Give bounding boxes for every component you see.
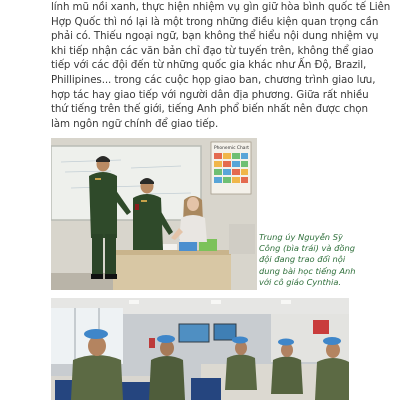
caption-line: đội đang trao đổi nội	[259, 254, 346, 265]
photo-classroom	[51, 298, 349, 400]
photo-english-lesson-illustration	[51, 138, 257, 290]
article-line: Hợp Quốc thì nó lại là một trong những điều kiện quan trọng cần	[51, 15, 379, 28]
photo-english-lesson	[51, 138, 257, 290]
article-line: làm ngôn ngữ chính để giao tiếp.	[51, 117, 219, 130]
photo-caption	[259, 232, 356, 288]
article-line: Phillipines... trong các cuộc họp giao ban, chương trình giao lưu,	[51, 73, 376, 86]
article-line: thứ tiếng trên thế giới, tiếng Anh phổ biến nhất nên được chọn	[51, 103, 368, 116]
article-line: lính mũ nồi xanh, thực hiện nhiệm vụ gìn giữ hòa bình quốc tế Liên	[51, 1, 391, 13]
article-line: khi tiếp nhận các văn bản chỉ đạo từ tuyến trên, không thể giao	[51, 44, 374, 57]
article-line: hợp tác hay giao tiếp với người dân địa phương. Giữa rất nhiều	[51, 88, 369, 101]
photo-classroom-illustration	[51, 298, 349, 400]
article-body	[51, 0, 391, 131]
article-line: tiếp với các đội đến từ những quốc gia khác như Ấn Độ, Brazil,	[51, 59, 367, 72]
article-line: phải có. Thiếu ngoại ngữ, bạn không thể hiểu nội dung nhiệm vụ	[51, 30, 379, 43]
caption-line: với cô giáo Cynthia.	[259, 276, 342, 287]
caption-line: dung bài học tiếng Anh	[259, 265, 356, 276]
caption-line: Trung úy Nguyễn Sỹ	[259, 232, 343, 242]
poster-title: Phonemic Chart	[214, 146, 249, 151]
caption-line: Công (bìa trái) và đồng	[259, 243, 355, 254]
